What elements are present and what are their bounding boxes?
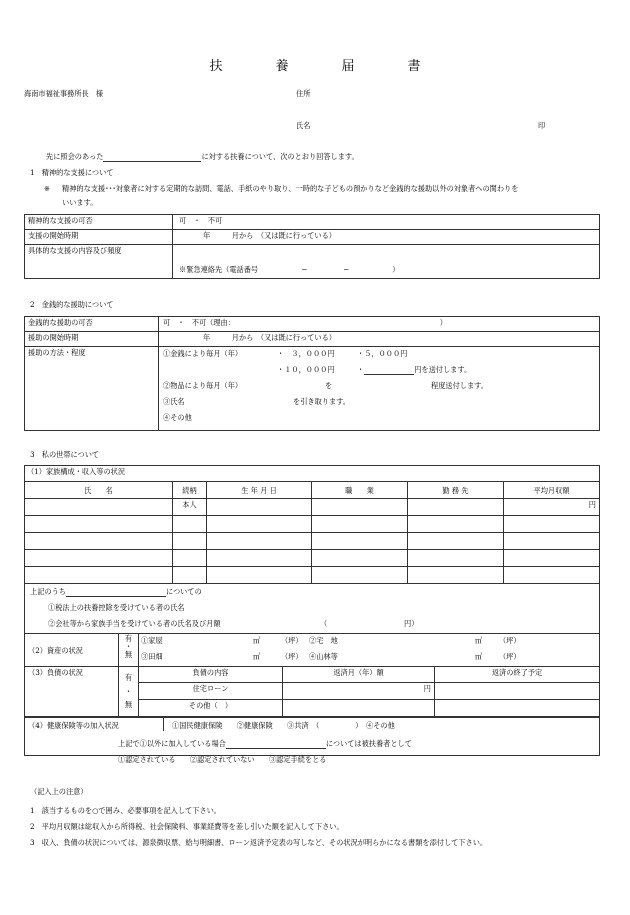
allowance-paren-open: （ (320, 619, 328, 628)
tax-dependent-line: ①税法上の扶養控除を受けている者の氏名 (48, 603, 185, 612)
cell-relation[interactable] (173, 550, 207, 567)
cell-name[interactable] (25, 567, 173, 584)
cell-name[interactable] (25, 499, 173, 516)
debt-other[interactable]: その他（ ） (139, 700, 283, 717)
section2-table (24, 316, 600, 431)
row-label: 援助の開始時期 (25, 332, 159, 347)
cell-relation[interactable] (173, 567, 207, 584)
cell-income[interactable] (504, 516, 600, 533)
assets-table (24, 633, 600, 667)
cell-birthdate[interactable] (207, 516, 312, 533)
cell-birthdate[interactable] (207, 550, 312, 567)
section1-heading: 1 精神的な支援について (30, 168, 114, 177)
row-label: 援助の方法・程度 (25, 347, 159, 431)
cell-relation: 本人 (173, 499, 207, 516)
row-value[interactable]: 可 ・ 不可（理由： ） (159, 317, 600, 332)
note-item: 1 該当するものを○で囲み、必要事項を記入して下さい。 (30, 806, 221, 815)
insurance-label: （4）健康保険等の加入状況 (28, 721, 119, 730)
addressee: 海南市福祉事務所長 様 (24, 89, 104, 98)
unit-tsubo: （坪） (281, 652, 303, 661)
debt-amount-cell[interactable] (283, 700, 435, 717)
section1-note-line1: 精神的な支援･･･対象者に対する定期的な訪問、電話、手紙のやり取り、一時的な子どもの預かりなど金銭的な援助以外の対象者への関わりを (62, 184, 519, 193)
col-name: 氏 名 (25, 482, 173, 499)
unit-sqm: ㎡ (253, 652, 261, 661)
cell-birthdate[interactable] (207, 533, 312, 550)
allowance-paren-close: 円） (404, 619, 419, 628)
row-label: 金銭的な援助の可否 (25, 317, 159, 332)
cell-workplace[interactable] (408, 550, 504, 567)
cell-occupation[interactable] (312, 567, 408, 584)
unit-sqm: ㎡ (253, 636, 261, 645)
row-value[interactable]: 年 月から （又は既に行っている） (173, 230, 600, 245)
method-takein[interactable]: ③氏名 (163, 397, 185, 406)
insurance-top-line (24, 717, 600, 718)
assets-detail (139, 634, 600, 667)
cell-workplace[interactable] (408, 533, 504, 550)
cell-income[interactable] (504, 550, 600, 567)
cell-workplace[interactable] (408, 499, 504, 516)
method-goods[interactable]: ②物品により毎月（年） (163, 381, 243, 390)
debt-end-cell[interactable] (435, 683, 600, 700)
asset-forest: ④山林等 (309, 652, 338, 661)
table-row (25, 499, 600, 516)
method-cell (159, 347, 600, 431)
assets-label: （2）資産の状況 (25, 634, 119, 667)
row-label: 具体的な支援の内容及び頻度 (25, 245, 173, 279)
col-workplace: 勤 務 先 (408, 482, 504, 499)
cell-name[interactable] (25, 550, 173, 567)
cell-name[interactable] (25, 516, 173, 533)
debts-yes-no[interactable]: 有 ・ 無 (119, 667, 139, 717)
cell-name[interactable] (25, 533, 173, 550)
cell-occupation[interactable] (312, 533, 408, 550)
intro-line: 先に照会のあった に対する扶養について、次のとおり回答します。 (46, 152, 359, 161)
of-blank[interactable] (66, 587, 166, 597)
notes-heading: （記入上の注意） (30, 787, 88, 796)
cell-birthdate[interactable] (207, 499, 312, 516)
debt-housing-loan: 住宅ローン (139, 683, 283, 700)
cell-occupation[interactable] (312, 499, 408, 516)
address-label: 住所 (296, 89, 311, 98)
cell-relation[interactable] (173, 533, 207, 550)
unit-tsubo: （坪） (499, 652, 521, 661)
section1-note-mark: ※ (44, 184, 51, 193)
section1-note-line2: いいます。 (62, 198, 98, 207)
unit-sqm: ㎡ (475, 652, 483, 661)
cell-income[interactable] (504, 567, 600, 584)
debts-label: （3）負債の状況 (25, 667, 119, 717)
section3-heading: 3 私の世帯について (30, 450, 100, 459)
row-label: 支援の開始時期 (25, 230, 173, 245)
of-line: 上記のうち についての (30, 587, 202, 596)
seal-mark: 印 (538, 121, 546, 130)
cell-occupation[interactable] (312, 516, 408, 533)
goods-amount: 程度送付します。 (431, 381, 488, 390)
family-table (24, 481, 600, 584)
insurance-line2: 上記で①以外に加入している場合 については被扶養者として (118, 739, 412, 748)
debt-content-header: 負債の内容 (139, 667, 283, 683)
insurance-divider (163, 717, 166, 731)
asset-house: ①家屋 (141, 636, 163, 645)
debt-end-cell[interactable] (435, 700, 600, 717)
section1-table (24, 214, 600, 279)
col-income: 平均月収額 (504, 482, 600, 499)
option-3000[interactable]: ・ ３，０００円 (277, 349, 335, 358)
cell-income[interactable]: 円 (504, 499, 600, 516)
debt-amount-yen[interactable]: 円 (283, 683, 435, 700)
cell-relation[interactable] (173, 516, 207, 533)
table-row (25, 516, 600, 533)
row-value[interactable]: ※緊急連絡先（電話番号 − − ） (173, 245, 600, 279)
debt-end-header: 返済の終了予定 (435, 667, 600, 683)
family-allowance-line: ②会社等から家族手当を受けている者の氏名及び月額 (48, 619, 221, 628)
name-label: 氏名 (296, 121, 311, 130)
row-value[interactable]: 可 ・ 不可 (173, 215, 600, 230)
cell-workplace[interactable] (408, 516, 504, 533)
method-money[interactable]: ①金銭により毎月（年） (163, 349, 243, 358)
asset-field: ③田畑 (141, 652, 163, 661)
section2-heading: 2 金銭的な援助について (30, 300, 114, 309)
unit-tsubo: （坪） (281, 636, 303, 645)
col-relation: 続柄 (173, 482, 207, 499)
col-birthdate: 生 年 月 日 (207, 482, 312, 499)
table-row (25, 550, 600, 567)
intro-blank[interactable] (103, 152, 201, 162)
col-occupation: 職 業 (312, 482, 408, 499)
cell-birthdate[interactable] (207, 567, 312, 584)
document-title: 扶 養 届 書 (209, 59, 441, 74)
cell-income[interactable] (504, 533, 600, 550)
note-item: 2 平均月収額は総収入から所得税、社会保険料、事業経費等を差し引いた額を記入して下さい。 (30, 822, 344, 831)
option-10000[interactable]: ・１０，０００円 (277, 365, 335, 374)
option-5000[interactable]: ・５，０００円 (357, 349, 408, 358)
note-item: 3 収入、負債の状況については、源泉徴収票、給与明細書、ローン返済予定表の写しなど、その状況が明らかになる書類を添付して下さい。 (30, 838, 488, 847)
row-value[interactable]: 年 月から （又は既に行っている） (159, 332, 600, 347)
insurance-blank[interactable] (226, 739, 326, 749)
assets-yes-no[interactable]: 有 ・ 無 (119, 634, 139, 667)
option-custom[interactable]: ・ 円を送付します。 (357, 365, 472, 374)
family-subheading: （1）家族構成・収入等の状況 (27, 467, 126, 476)
cell-workplace[interactable] (408, 567, 504, 584)
asset-land: ②宅 地 (309, 636, 338, 645)
debts-table (24, 666, 600, 717)
unit-tsubo: （坪） (499, 636, 521, 645)
insurance-line3[interactable]: ①認定されている ②認定されていない ③認定手続をとる (118, 755, 327, 764)
insurance-options[interactable]: ①国民健康保険 ②健康保険 ③共済 （ ） ④その他 (172, 721, 395, 730)
row-label: 精神的な支援の可否 (25, 215, 173, 230)
table-row (25, 533, 600, 550)
table-row (25, 567, 600, 584)
method-other[interactable]: ④その他 (163, 413, 192, 422)
goods-object: を (325, 381, 333, 390)
unit-sqm: ㎡ (475, 636, 483, 645)
cell-occupation[interactable] (312, 550, 408, 567)
takein-suffix: を引き取ります。 (293, 397, 350, 406)
debt-amount-header: 返済月（年）額 (283, 667, 435, 683)
